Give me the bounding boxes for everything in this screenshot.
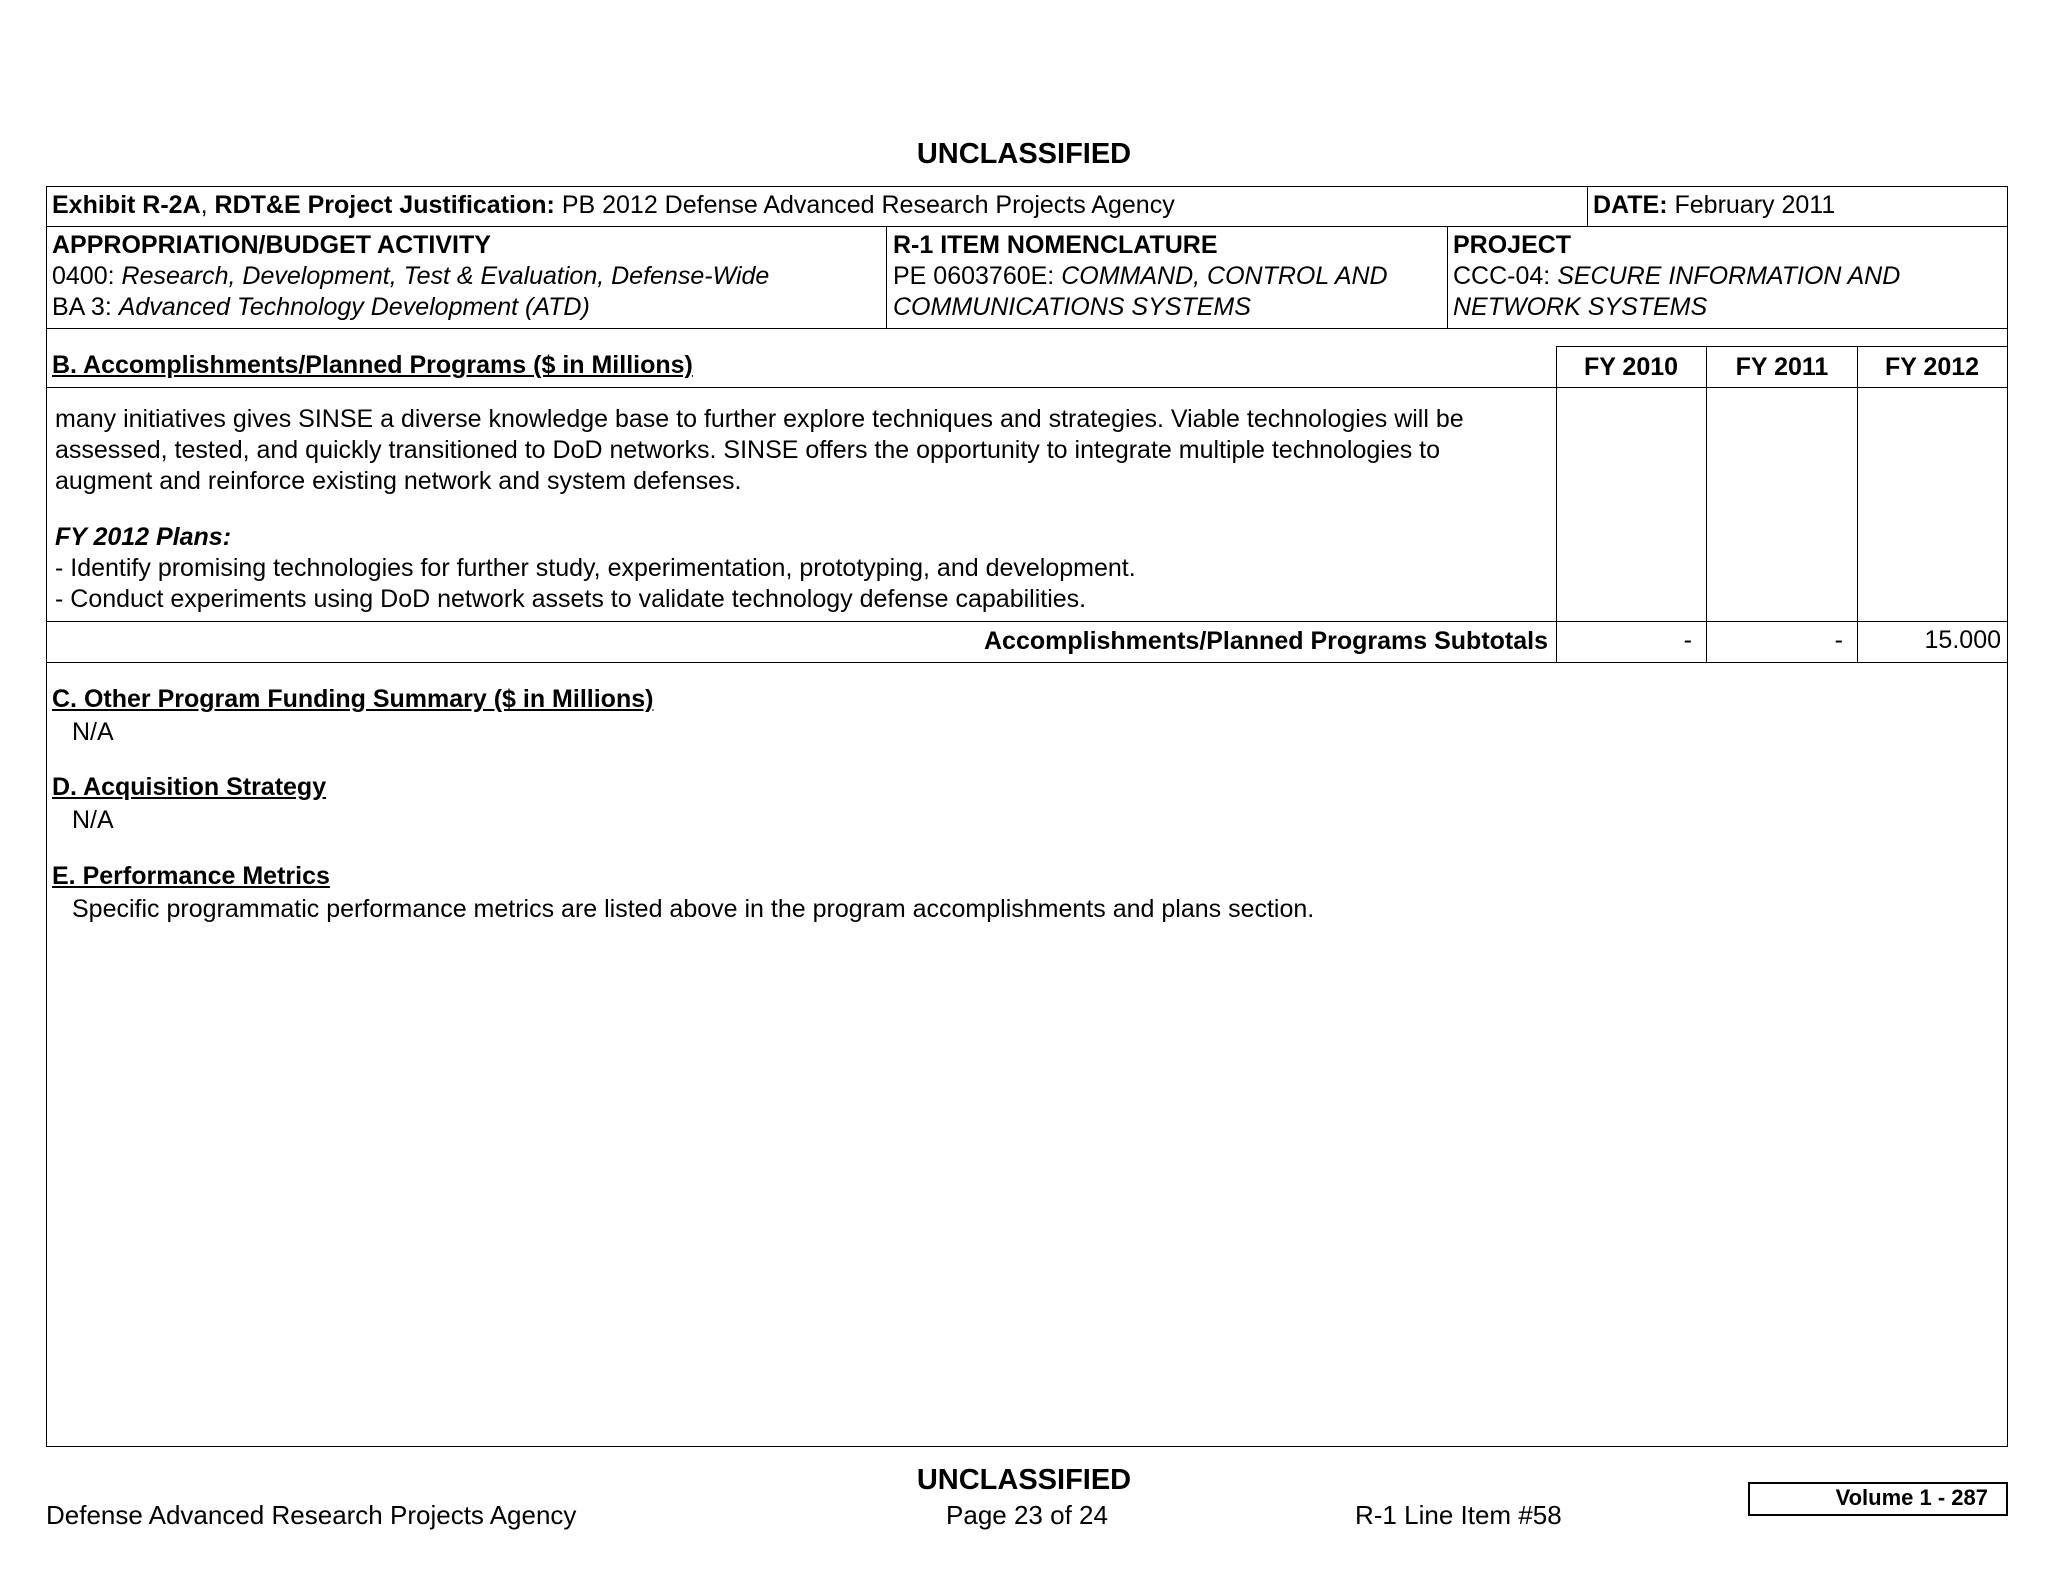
subtotal-fy2012: 15.000 — [1924, 626, 2001, 654]
divider — [1857, 346, 1858, 662]
date-value: February 2011 — [1674, 191, 1836, 219]
appropriation-line-1 — [52, 261, 769, 292]
section-b-title: B. Accomplishments/Planned Programs ($ in Millions) — [52, 351, 693, 379]
body-line: many initiatives gives SINSE a diverse knowledge base to further explore techniques and strategies. Viable technologies will be — [55, 405, 1464, 433]
budget-activity-text: Advanced Technology Development (ATD) — [118, 293, 590, 321]
section-e-text: Specific programmatic performance metrics are listed above in the program accomplishments and plans section. — [72, 895, 1315, 923]
project-label: PROJECT — [1453, 231, 1572, 259]
subtotal-fy2010: - — [1683, 626, 1692, 654]
footer-page: Page 23 of 24 — [946, 1500, 1108, 1530]
justification-value: PB 2012 Defense Advanced Research Projects Agency — [561, 191, 1175, 219]
footer-line-item: R-1 Line Item #58 — [1355, 1500, 1562, 1530]
divider — [46, 621, 2008, 622]
justification-label: RDT&E Project Justification: — [214, 191, 555, 219]
project-code: CCC-04: — [1453, 262, 1551, 290]
project-block — [1453, 230, 1900, 323]
appropriation-label: APPROPRIATION/BUDGET ACTIVITY — [52, 231, 491, 259]
fy-2011-header: FY 2011 — [1735, 353, 1829, 381]
section-c-text: N/A — [72, 718, 114, 746]
divider — [1556, 346, 2008, 347]
project-text: SECURE INFORMATION AND — [1557, 262, 1901, 290]
appropriation-text: Research, Development, Test & Evaluation, Defense-Wide — [121, 262, 770, 290]
exhibit-title-line: Exhibit R-2A, RDT&E Project Justification: PB 2012 Defense Advanced Research Projects Agency — [52, 191, 1175, 219]
nomenclature-block — [893, 230, 1388, 323]
section-b-body — [55, 404, 1464, 497]
plan-item: - Identify promising technologies for further study, experimentation, prototyping, and development. — [55, 554, 1136, 582]
body-line: augment and reinforce existing network and system defenses. — [55, 467, 742, 495]
divider — [46, 662, 2008, 663]
plan-item: - Conduct experiments using DoD network assets to validate technology defense capabilities. — [55, 585, 1087, 613]
project-line-2: NETWORK SYSTEMS — [1453, 293, 1708, 321]
nomenclature-line-2: COMMUNICATIONS SYSTEMS — [893, 293, 1251, 321]
footer-agency: Defense Advanced Research Projects Agency — [46, 1500, 577, 1530]
divider — [1556, 346, 1557, 662]
divider — [46, 328, 2008, 329]
budget-activity-line — [52, 292, 769, 323]
classification-header: UNCLASSIFIED — [916, 138, 1132, 170]
divider — [1587, 186, 1588, 226]
subtotal-fy2011: - — [1834, 626, 1843, 654]
fy-2012-header: FY 2012 — [1884, 353, 1980, 381]
section-c-title: C. Other Program Funding Summary ($ in Millions) — [52, 685, 654, 713]
subtotal-label: Accomplishments/Planned Programs Subtotals — [983, 627, 1548, 655]
appropriation-block — [52, 230, 769, 323]
fy-2010-header: FY 2010 — [1583, 353, 1679, 381]
divider — [886, 226, 887, 328]
body-line: assessed, tested, and quickly transitioned to DoD networks. SINSE offers the opportunity to integrate multiple technologies to — [55, 436, 1441, 464]
plans-title: FY 2012 Plans: — [55, 523, 232, 551]
section-e-title: E. Performance Metrics — [52, 862, 330, 890]
section-d-title: D. Acquisition Strategy — [52, 773, 327, 801]
divider — [1447, 226, 1448, 328]
plans-list — [55, 553, 1136, 615]
divider — [46, 387, 2008, 388]
nomenclature-line-1 — [893, 261, 1388, 292]
appropriation-code: 0400: — [52, 262, 115, 290]
divider — [46, 226, 2008, 227]
exhibit-label: Exhibit R-2A — [52, 191, 201, 219]
project-line-1 — [1453, 261, 1900, 292]
divider — [1706, 346, 1707, 662]
classification-footer: UNCLASSIFIED — [916, 1464, 1132, 1496]
nomenclature-code: PE 0603760E: — [893, 262, 1055, 290]
nomenclature-label: R-1 ITEM NOMENCLATURE — [893, 231, 1218, 259]
budget-activity-code: BA 3: — [52, 293, 112, 321]
volume-box: Volume 1 - 287 — [1748, 1482, 2008, 1516]
date-label: DATE: — [1593, 191, 1668, 219]
nomenclature-text: COMMAND, CONTROL AND — [1061, 262, 1388, 290]
section-d-text: N/A — [72, 806, 114, 834]
date-line — [1593, 190, 1835, 221]
